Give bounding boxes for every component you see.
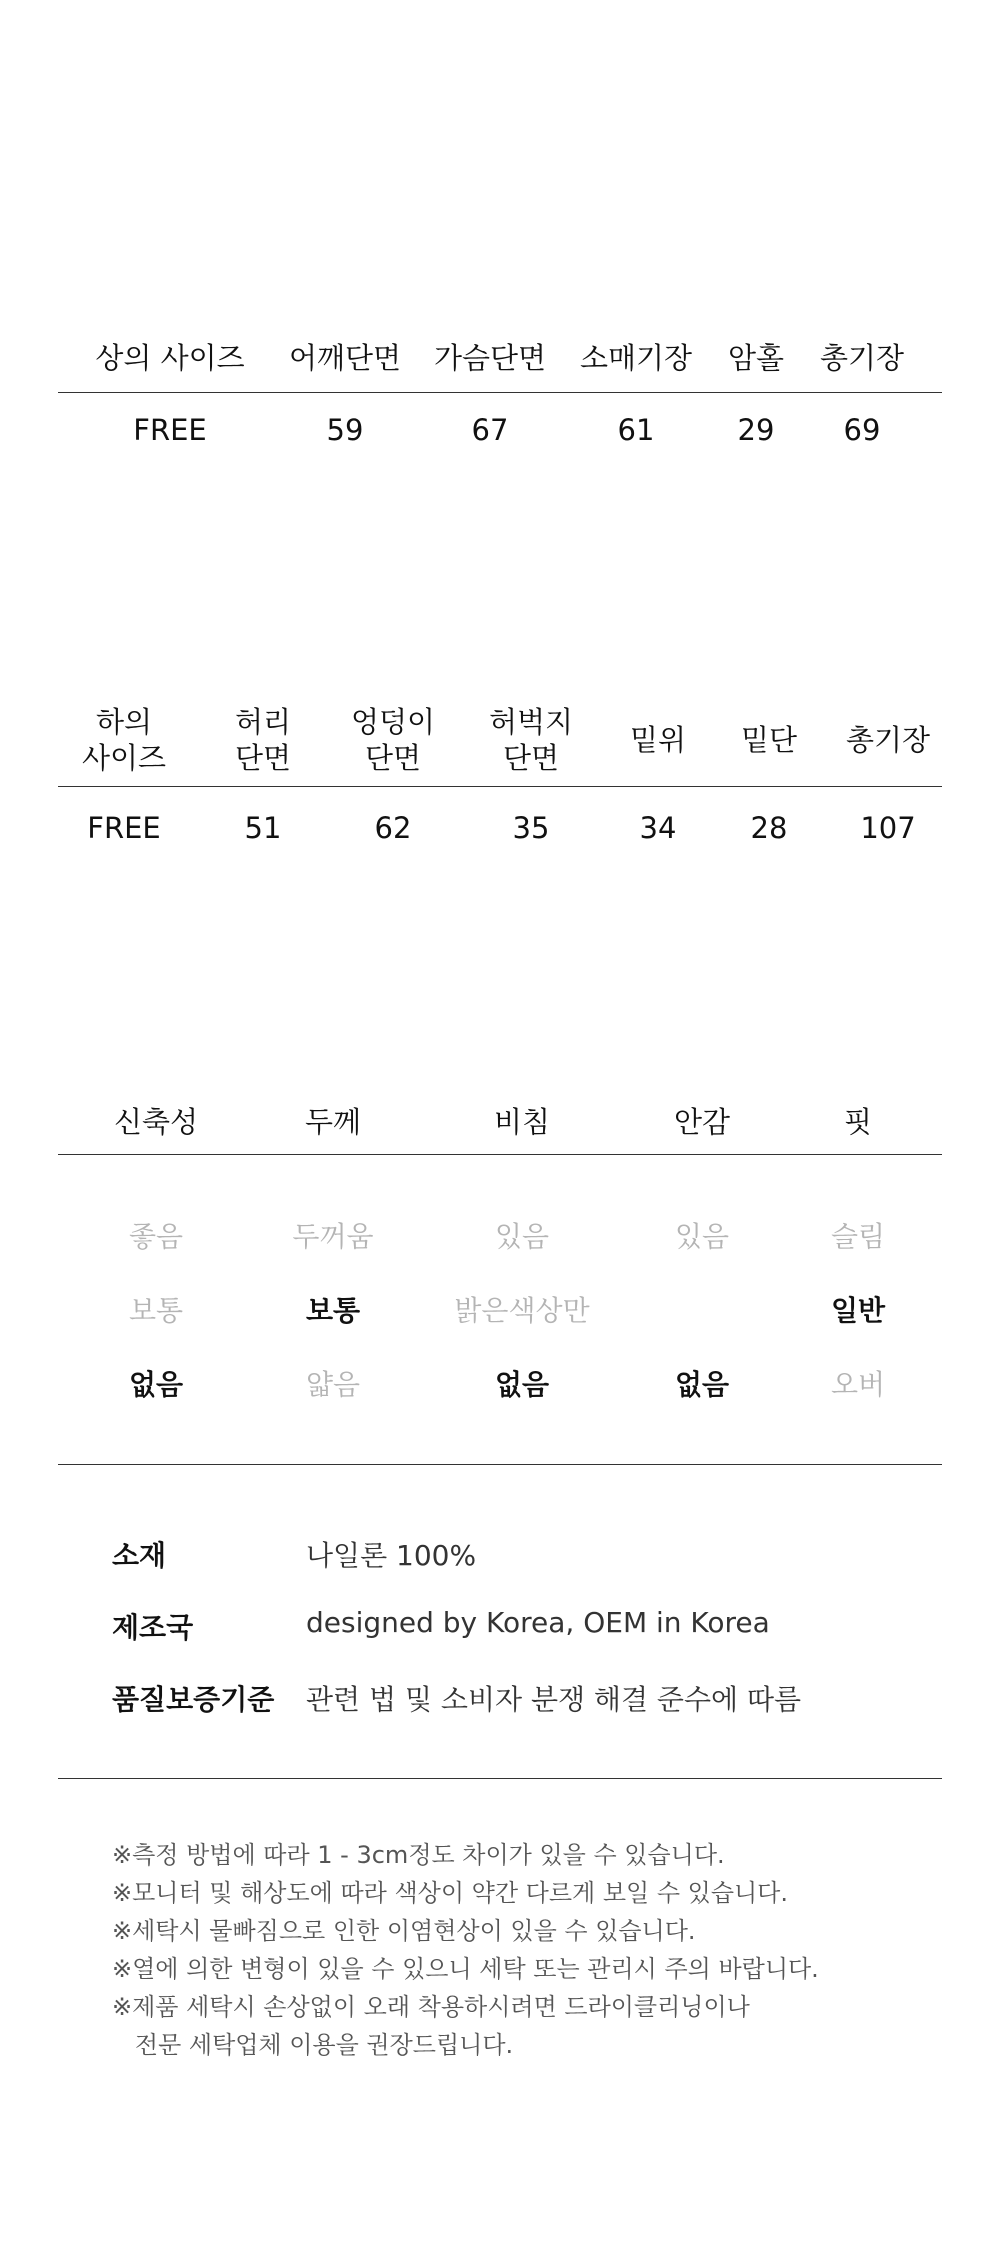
attr-table-divider [58,1154,942,1155]
attr-option: 두꺼움 [292,1220,374,1253]
attr-option: 없음 [128,1368,184,1401]
spec-label-material: 소재 [112,1539,167,1572]
attr-option: 좋음 [128,1220,184,1253]
top-header-sleeve: 소매기장 [579,341,693,375]
attr-option: 없음 [494,1368,550,1401]
attr-header-stretch: 신축성 [113,1105,199,1139]
attr-header-thickness: 두께 [304,1105,362,1139]
attr-option: 오버 [830,1368,886,1401]
bottom-header-hip-2: 단면 [364,741,422,775]
attr-option: 밝은색상만 [454,1294,590,1327]
spec-label-warranty: 품질보증기준 [112,1683,275,1716]
bottom-value-hip: 62 [374,811,412,845]
note-line: ※제품 세탁시 손상없이 오래 착용하시려면 드라이클리닝이나 [112,1993,750,2021]
bottom-header-size-2: 사이즈 [81,741,167,775]
top-value-shoulder: 59 [326,413,364,447]
bottom-value-thigh: 35 [512,811,550,845]
attr-option: 보통 [128,1294,184,1327]
note-line: ※세탁시 물빠짐으로 인한 이염현상이 있을 수 있습니다. [112,1917,696,1945]
attr-header-fit: 핏 [843,1105,873,1139]
bottom-header-length: 총기장 [845,723,931,757]
top-value-armhole: 29 [737,413,775,447]
bottom-header-waist-1: 허리 [234,705,292,739]
bottom-header-hem: 밑단 [740,723,798,757]
bottom-header-rise: 밑위 [629,723,687,757]
bottom-header-thigh-1: 허벅지 [488,705,574,739]
bottom-table-divider [58,786,942,787]
attr-option: 있음 [674,1220,730,1253]
attr-option: 얇음 [305,1368,361,1401]
note-line: ※모니터 및 해상도에 따라 색상이 약간 다르게 보일 수 있습니다. [112,1879,788,1907]
top-header-armhole: 암홀 [727,341,785,375]
attr-option: 일반 [830,1294,886,1327]
bottom-value-hem: 28 [750,811,788,845]
attr-header-sheer: 비침 [493,1105,551,1139]
spec-value-material: 나일론 100% [306,1539,477,1572]
note-line: ※측정 방법에 따라 1 - 3cm정도 차이가 있을 수 있습니다. [112,1841,725,1869]
attr-header-lining: 안감 [673,1105,731,1139]
bottom-value-rise: 34 [639,811,677,845]
top-value-size: FREE [133,413,207,447]
top-header-shoulder: 어깨단면 [288,341,402,375]
attr-bottom-divider [58,1464,942,1465]
top-header-chest: 가슴단면 [433,341,547,375]
spec-value-warranty: 관련 법 및 소비자 분쟁 해결 준수에 따름 [306,1683,802,1716]
bottom-header-thigh-2: 단면 [502,741,560,775]
bottom-header-hip-1: 엉덩이 [350,705,436,739]
spec-value-origin: designed by Korea, OEM in Korea [306,1606,770,1639]
bottom-value-length: 107 [860,811,916,845]
bottom-header-waist-2: 단면 [234,741,292,775]
spec-label-origin: 제조국 [112,1611,194,1644]
spec-bottom-divider [58,1778,942,1779]
top-header-length: 총기장 [819,341,905,375]
bottom-value-waist: 51 [244,811,282,845]
note-line: ※열에 의한 변형이 있을 수 있으니 세탁 또는 관리시 주의 바랍니다. [112,1955,819,1983]
top-value-length: 69 [843,413,881,447]
top-value-sleeve: 61 [617,413,655,447]
attr-option: 없음 [674,1368,730,1401]
attr-option: 있음 [494,1220,550,1253]
top-value-chest: 67 [471,413,509,447]
top-table-divider [58,392,942,393]
attr-option: 보통 [305,1294,361,1327]
attr-option: 슬림 [830,1220,886,1253]
note-line: 전문 세탁업체 이용을 권장드립니다. [112,2031,514,2059]
top-header-size: 상의 사이즈 [95,341,245,375]
bottom-value-size: FREE [87,811,161,845]
bottom-header-size-1: 하의 [95,705,153,739]
